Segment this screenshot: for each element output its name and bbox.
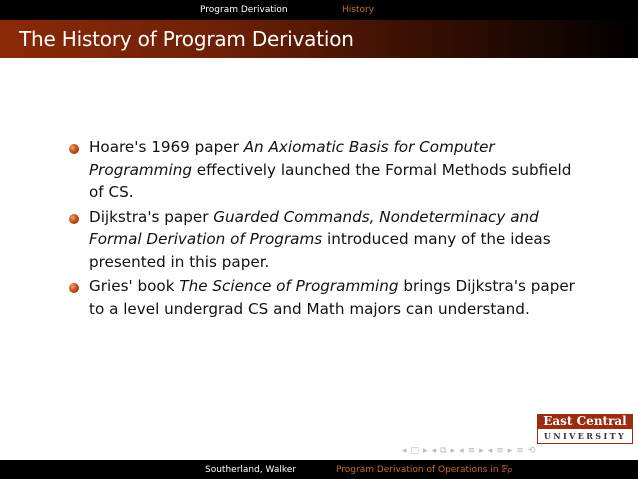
field-symbol: 𝔽 — [501, 464, 508, 475]
bullet-list — [66, 136, 586, 322]
nav-subsection-next-icon[interactable]: ▸ — [450, 446, 456, 456]
footer-talk-title-label: Program Derivation of Operations in — [336, 464, 499, 475]
list-item-text: Hoare's 1969 paper An Axiomatic Basis for Computer Programming effectively launched the Formal Methods subfield of CS. — [89, 138, 572, 201]
list-item — [66, 136, 586, 204]
footer-bar — [0, 460, 638, 479]
paper-title: An Axiomatic Basis for Computer Programming — [89, 138, 495, 179]
list-item-text: Gries' book The Science of Programming brings Dijkstra's paper to a level undergrad CS and Math majors can understand. — [89, 277, 575, 318]
nav-frame-prev-icon[interactable]: ◂ — [402, 446, 407, 456]
nav-appendix-icon[interactable]: ≡ — [496, 446, 504, 456]
nav-section-label: Program Derivation — [200, 5, 288, 15]
header-navigation-bar — [0, 0, 638, 20]
footer-authors — [0, 460, 320, 479]
list-item — [66, 275, 586, 320]
nav-subsection-prev-icon[interactable]: ◂ — [431, 446, 437, 456]
bullet-ball-icon — [69, 144, 79, 154]
nav-section-icon[interactable]: ≡ — [467, 446, 476, 456]
bullet-ball-icon — [69, 283, 79, 293]
logo-line-1: East Central — [537, 414, 633, 429]
book-title: The Science of Programming — [179, 277, 399, 295]
footer-authors-label: Southerland, Walker — [205, 464, 297, 475]
navigation-symbols — [402, 444, 632, 458]
footer-talk-title — [320, 460, 638, 479]
field-subscript: p — [507, 465, 513, 474]
nav-appendix-prev-icon[interactable]: ◂ — [487, 446, 493, 456]
list-item-text: Dijkstra's paper Guarded Commands, Nondeterminacy and Formal Derivation of Programs introduced many of the ideas presented in this paper. — [89, 207, 551, 271]
nav-section-prev-icon[interactable]: ◂ — [459, 446, 464, 456]
frame-title: The History of Program Derivation — [19, 27, 354, 51]
paper-title: Guarded Commands, Nondeterminacy and Formal Derivation of Programs — [89, 207, 539, 248]
bullet-ball-icon — [69, 214, 79, 224]
frame-title-bar — [0, 20, 638, 58]
nav-equals-icon[interactable]: ≡ — [516, 446, 524, 456]
nav-frame-icon[interactable]: □ — [410, 446, 420, 456]
nav-subsection-icon[interactable]: ⧉ — [440, 446, 447, 456]
list-item — [66, 206, 586, 274]
nav-frame-next-icon[interactable]: ▸ — [423, 446, 428, 456]
nav-search-icon[interactable]: ⟲ — [527, 446, 536, 456]
nav-section-next-icon[interactable]: ▸ — [479, 446, 484, 456]
nav-section-program-derivation[interactable] — [0, 0, 320, 20]
nav-appendix-next-icon[interactable]: ▸ — [507, 446, 513, 456]
nav-section-history[interactable] — [320, 0, 638, 20]
nav-section-label: History — [342, 5, 375, 15]
university-logo — [537, 414, 633, 444]
logo-line-2: UNIVERSITY — [537, 429, 633, 444]
